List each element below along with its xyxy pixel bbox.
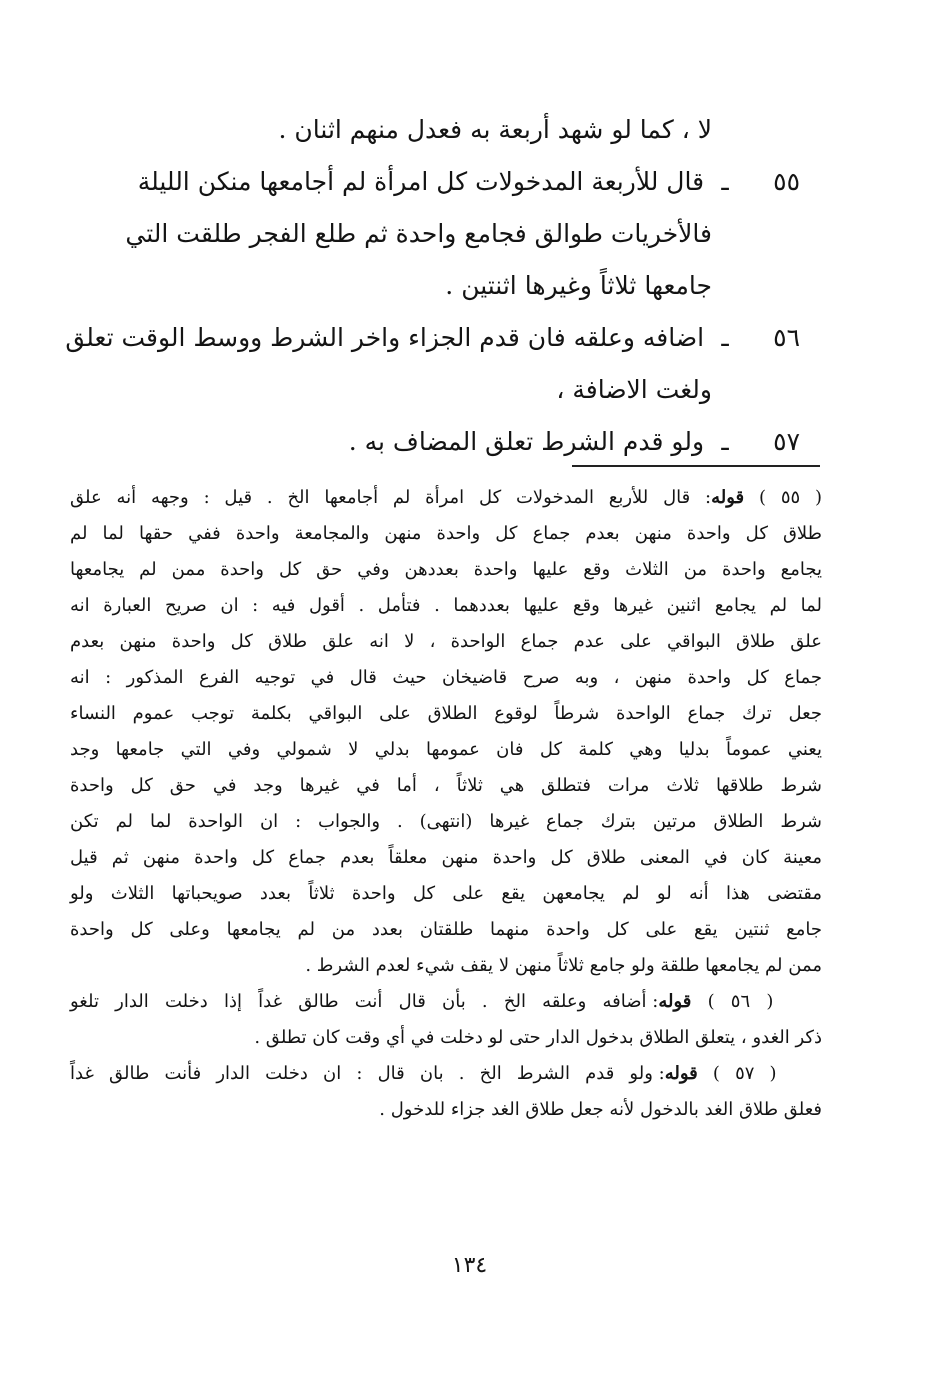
note-keyword: قوله bbox=[664, 1063, 698, 1084]
note-55-line: جماع كل واحدة منهن ، وبه صرح قاضيخان حيث قال في توجيه الفرع المذكور : انه bbox=[70, 667, 822, 688]
note-55-line: شرط طلاقها ثلاث مرات فتطلق هي ثلاثاً ، أما في غيرها وجد في حق كل واحدة bbox=[70, 775, 822, 796]
note-56-line: ( ٥٦ ) قوله: أضافه وعلقه الخ . بأن قال أنت طالق غداً إذا دخلت الدار تلغو bbox=[70, 991, 774, 1012]
note-55-line: ممن لم يجامعها طلقة ولو جامع ثلاثاً منهن لا يقف شيء لعدم الشرط . bbox=[305, 955, 822, 976]
note-55-line: يجامع واحدة من الثلاث وقع عليها واحدة بعددهن وفي حق كل واحدة ممن لم يجامعها bbox=[70, 559, 822, 580]
note-57-line: فعلق طلاق الغد بالدخول لأنه جعل طلاق الغد جزاء للدخول . bbox=[379, 1099, 822, 1120]
entry-number: ٥٥ bbox=[773, 167, 800, 196]
note-ref: ( ٥٥ ) bbox=[758, 487, 823, 508]
entry-number: ٥٦ bbox=[773, 323, 800, 352]
note-keyword: قوله bbox=[658, 991, 692, 1012]
lead-line: لا ، كما لو شهد أربعة به فعدل منهم اثنان . bbox=[278, 115, 712, 144]
note-55-line: لما لم يجامع اثنين غيرها وقع عليها بعددهما . فتأمل . أقول فيه : ان صريح العبارة انه bbox=[70, 595, 822, 616]
note-55-line: طلاق كل واحدة منهن بعدم جماع كل واحدة منهن والمجامعة واحدة ففي حقها لما لم bbox=[70, 523, 822, 544]
page-number: ١٣٤ bbox=[451, 1253, 488, 1278]
note-ref: ( ٥٦ ) bbox=[707, 991, 774, 1012]
entry-text: اضافه وعلقه فان قدم الجزاء واخر الشرط ووسط الوقت تعلق bbox=[65, 323, 705, 352]
entry-number: ٥٧ bbox=[773, 427, 800, 456]
entry-text-line: ولغت الاضافة ، bbox=[556, 375, 712, 404]
footnote-divider bbox=[572, 465, 820, 467]
note-55-line: مقتضى هذا أنه لو لم يجامعهن يقع على كل واحدة ثلاثاً بعدد صويحباتها الثلاث ولو bbox=[70, 883, 822, 904]
entry-57: ٥٧ـ ولو قدم الشرط تعلق المضاف به . bbox=[60, 416, 800, 468]
note-55-line: ( ٥٥ ) قوله: قال للأربع المدخولات كل امرأة لم أجامعها الخ . قيل : وجهه أنه علق bbox=[70, 487, 823, 508]
entry-text: قال للأربعة المدخولات كل امرأة لم أجامعها منكن الليلة bbox=[137, 167, 705, 196]
footnotes bbox=[70, 480, 822, 1128]
entry-55: ٥٥ـ قال للأربعة المدخولات كل امرأة لم أجامعها منكن الليلة فالأخريات طوالق فجامع واحدة ثم طلع الفجر طلقت التي جامعها ثلاثاً وغيرها اثنتين . bbox=[60, 156, 800, 312]
note-55-line: جعل ترك جماع الواحدة شرطاً لوقوع الطلاق على البواقي بكلمة توجب عموم النساء bbox=[70, 703, 822, 724]
note-55-line: معينة كان في المعنى طلاق كل واحدة منهن معلقاً بعدم جماع كل واحدة منهن ثم قيل bbox=[70, 847, 822, 868]
entry-text-line: فالأخريات طوالق فجامع واحدة ثم طلع الفجر طلقت التي bbox=[125, 219, 712, 248]
note-keyword: قوله bbox=[711, 487, 745, 508]
entry-text-line: جامعها ثلاثاً وغيرها اثنتين . bbox=[445, 271, 712, 300]
entry-56: ٥٦ـ اضافه وعلقه فان قدم الجزاء واخر الشرط ووسط الوقت تعلق ولغت الاضافة ، bbox=[60, 312, 800, 416]
note-57-line: ( ٥٧ ) قوله: ولو قدم الشرط الخ . بان قال : ان دخلت الدار فأنت طالق غداً bbox=[70, 1063, 777, 1084]
note-55-line: يعني عموماً بدليا وهي كلمة كل فان عمومها بدلي لا شمولي وفي التي جامعها وجد bbox=[70, 739, 822, 760]
note-55-line: جامع ثنتين يقع على كل واحدة منهما طلقتان بعدد من لم يجامعها وعلى كل واحدة bbox=[70, 919, 822, 940]
note-56-line: ذكر الغدو ، يتعلق الطلاق بدخول الدار حتى لو دخلت في أي وقت كان تطلق . bbox=[254, 1027, 822, 1048]
main-text bbox=[60, 104, 800, 468]
note-55-line: شرط الطلاق مرتين بترك جماع غيرها (انتهى) . والجواب : ان الواحدة لما لم تكن bbox=[70, 811, 822, 832]
entry-text: ولو قدم الشرط تعلق المضاف به . bbox=[348, 427, 705, 456]
note-55-line: علق طلاق البواقي على عدم جماع الواحدة ، لا انه علق طلاق كل واحدة منهن بعدم bbox=[70, 631, 822, 652]
note-ref: ( ٥٧ ) bbox=[712, 1063, 777, 1084]
